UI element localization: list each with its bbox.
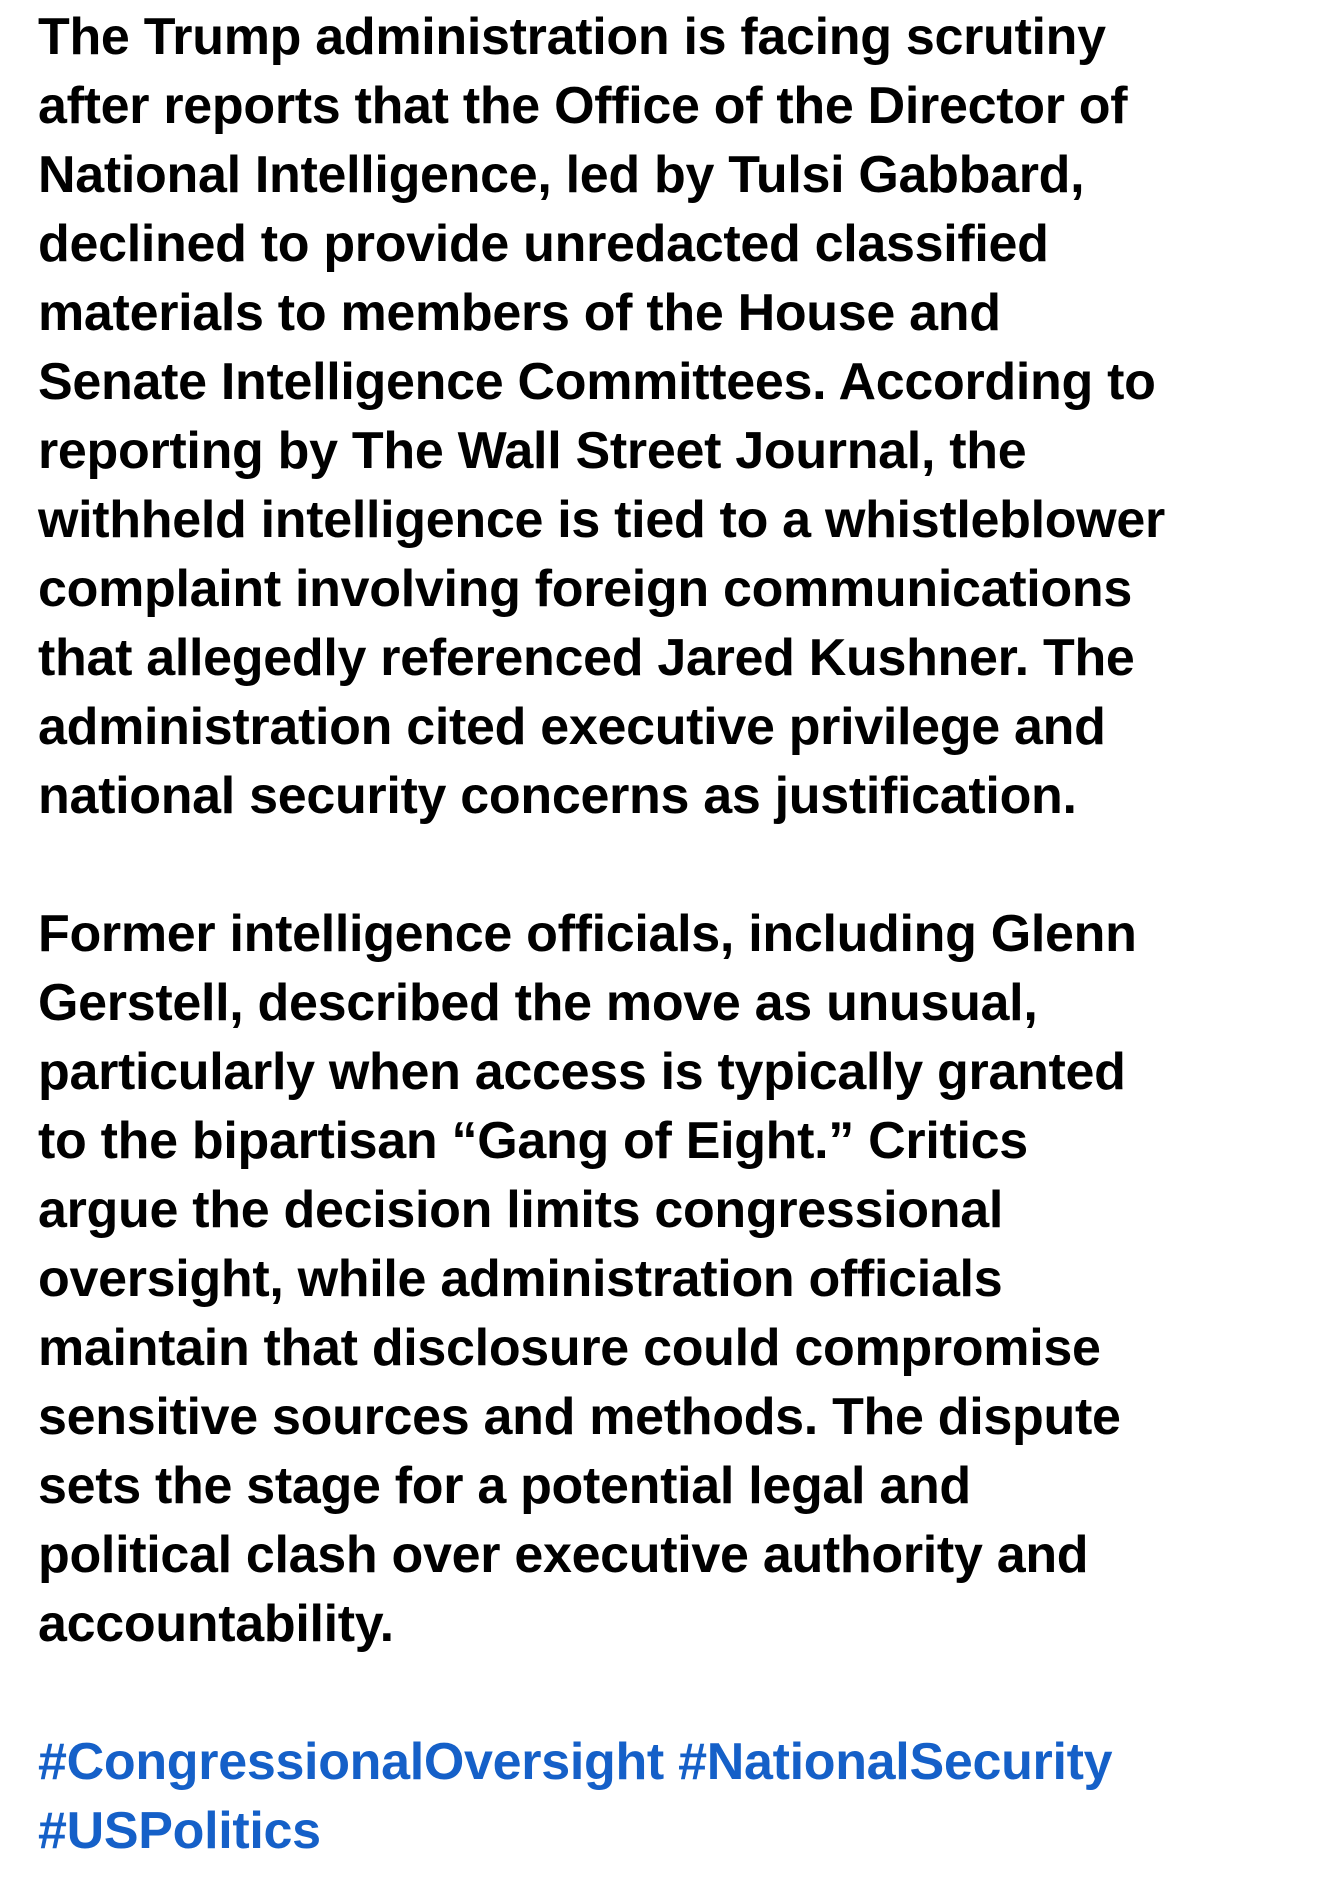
paragraph-line: Senate Intelligence Committees. According to — [38, 353, 1156, 411]
hashtag-line — [38, 1728, 1308, 1797]
paragraph-line: accountability. — [38, 1595, 394, 1653]
paragraph-line: complaint involving foreign communications — [38, 560, 1132, 618]
post-body — [38, 0, 1308, 1866]
hashtag-link[interactable]: #CongressionalOversight — [38, 1733, 664, 1791]
paragraph-line: national security concerns as justification. — [38, 767, 1077, 825]
paragraph-line: oversight, while administration officials — [38, 1250, 1003, 1308]
paragraph-line: National Intelligence, led by Tulsi Gabbard, — [38, 146, 1085, 204]
paragraph-line: withheld intelligence is tied to a whistleblower — [38, 491, 1165, 549]
hashtag-link[interactable]: #NationalSecurity — [678, 1733, 1113, 1791]
paragraph-1 — [38, 0, 1308, 831]
paragraph-line: argue the decision limits congressional — [38, 1181, 1004, 1239]
paragraph-line: administration cited executive privilege and — [38, 698, 1106, 756]
paragraph-line: sets the stage for a potential legal and — [38, 1457, 971, 1515]
paragraph-2 — [38, 900, 1308, 1659]
paragraph-line: sensitive sources and methods. The dispute — [38, 1388, 1121, 1446]
paragraph-line: political clash over executive authority and — [38, 1526, 1089, 1584]
paragraph-line: to the bipartisan “Gang of Eight.” Critics — [38, 1112, 1028, 1170]
paragraph-line: particularly when access is typically granted — [38, 1043, 1126, 1101]
hashtag-line — [38, 1797, 1308, 1866]
paragraph-line: The Trump administration is facing scrutiny — [38, 8, 1106, 66]
paragraph-line: declined to provide unredacted classified — [38, 215, 1049, 273]
paragraph-line: that allegedly referenced Jared Kushner. The — [38, 629, 1135, 687]
hashtag-link[interactable]: #USPolitics — [38, 1802, 321, 1860]
paragraph-line: Former intelligence officials, including Glenn — [38, 905, 1137, 963]
paragraph-line: materials to members of the House and — [38, 284, 1001, 342]
hashtag-list — [38, 1728, 1308, 1866]
paragraph-line: Gerstell, described the move as unusual, — [38, 974, 1038, 1032]
paragraph-line: after reports that the Office of the Director of — [38, 77, 1128, 135]
paragraph-line: reporting by The Wall Street Journal, the — [38, 422, 1027, 480]
paragraph-line: maintain that disclosure could compromise — [38, 1319, 1101, 1377]
